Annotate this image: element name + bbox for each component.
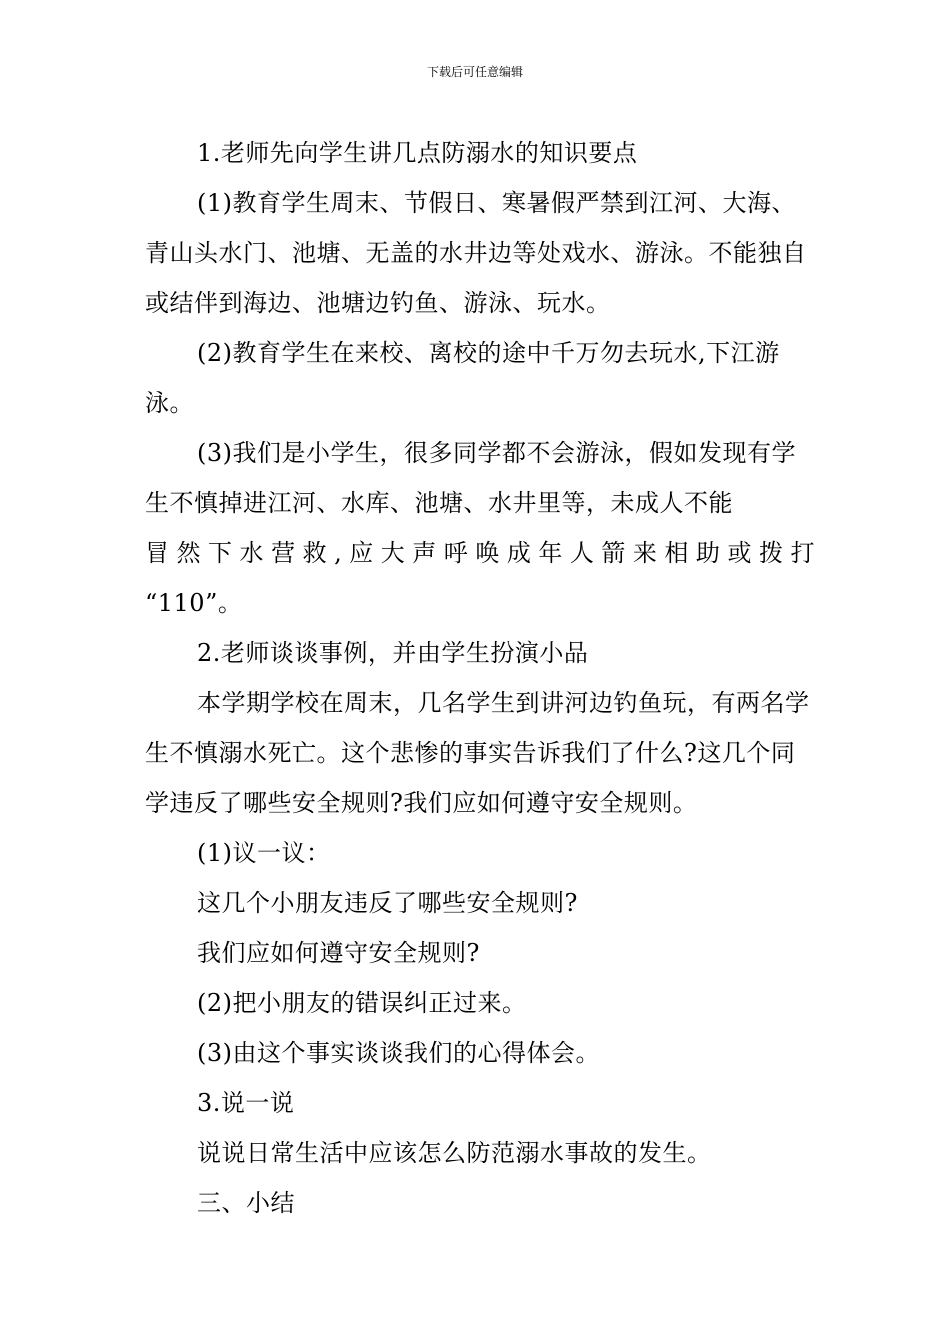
heading-2: 2.老师谈谈事例，并由学生扮演小品 [197,639,589,667]
paragraph-correct: (2)把小朋友的错误纠正过来。 [197,989,527,1017]
paragraph-case: 本学期学校在周末，几名学生到讲河边钓鱼玩，有两名学生不慎溺水死亡。这个悲惨的事实告诉我们了什么?这几个同学违反了哪些安全规则?我们应如何遵守安全规则。 [145,689,810,817]
paragraph-point-1: (1)教育学生周末、节假日、寒暑假严禁到江河、大海、青山头水门、池塘、无盖的水井边等处戏水、游泳。不能独自或结伴到海边、池塘边钓鱼、游泳、玩水。 [145,189,807,317]
paragraph-question-1: 这几个小朋友违反了哪些安全规则? [197,889,578,917]
paragraph-point-2: (2)教育学生在来校、离校的途中千万勿去玩水,下江游泳。 [145,339,780,417]
paragraph-point-3-cont: 冒然下水营救,应大声呼唤成年人箭来相助或拨打 [145,539,815,567]
heading-1: 1.老师先向学生讲几点防溺水的知识要点 [197,139,638,167]
paragraph-say: 说说日常生活中应该怎么防范溺水事故的发生。 [197,1139,712,1167]
heading-3: 3.说一说 [197,1089,295,1117]
paragraph-question-2: 我们应如何遵守安全规则? [197,939,480,967]
paragraph-point-3-end: “110”。 [145,589,243,617]
paragraph-point-3: (3)我们是小学生，很多同学都不会游泳，假如发现有学生不慎掉进江河、水库、池塘、水井里等，未成人不能 [145,439,796,517]
heading-summary: 三、小结 [197,1189,295,1217]
document-body [145,128,815,1228]
paragraph-discuss: (1)议一议： [197,839,331,867]
page-header: 下载后可任意编辑 [426,65,523,79]
paragraph-experience: (3)由这个事实谈谈我们的心得体会。 [197,1039,600,1067]
